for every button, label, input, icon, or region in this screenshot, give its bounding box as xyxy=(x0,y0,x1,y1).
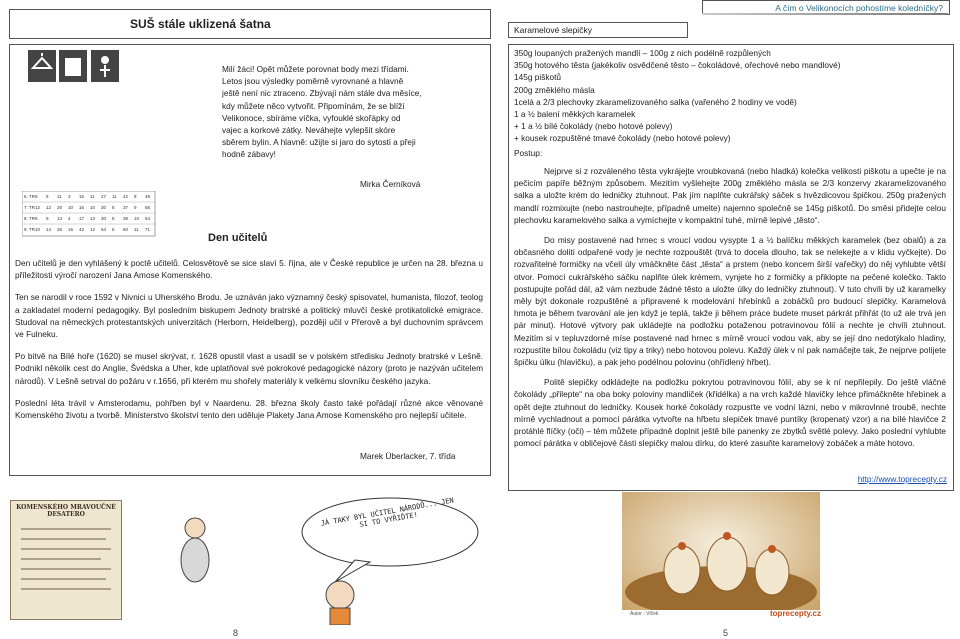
score-cell: 37 xyxy=(123,205,129,210)
score-cell: 3 xyxy=(68,194,71,199)
score-cell: 10 xyxy=(90,205,96,210)
score-cell: 27 xyxy=(101,194,107,199)
notice-line: vajec a korkové zátky. Neváhejte vylepšit skóre xyxy=(222,125,396,136)
score-cell: 54 xyxy=(101,227,107,232)
score-cell: 56 xyxy=(145,205,151,210)
notice-text xyxy=(222,63,482,161)
notice-line: ještě není nic ztraceno. Zbývají nám stále dva měsíce, xyxy=(222,88,422,99)
score-cell: 8 xyxy=(134,194,137,199)
score-cell: 16 xyxy=(79,194,85,199)
method-paragraph: Do misy postavené nad hrnec s vroucí vodou vysypte 1 a ½ balíčku měkkých karamelek (bez obalů) a za občasného dolití odpařené vody je nechte rozpouštět (trvá to docela dlouho, tak se nelekejte a v klidu vyčkejte). Do rozvařitelné formičky na včelí úly vmáčkněte část „těsta“ a prstem (nebo koncem širší vařečky) do něj vyhlubte větší otvor. Pomocí cukrářského sáčku naplňte úlek krémem, vynjete ho z formičky a přiklopte na pečené kolečko. Takto postupujte pořád dál, až vám nezbude žádné těsto a uložte úlky do ledničky ztuhnout). V tuto chvíli by už karamelky měly být dokonale rozpuštěné a připravené k modelování hřebínků a zobáčků pro budoucí slepičky. Karamelová hmota je během tvarování ale jen když je teplá, takže ji během práce budete muset párkrát přihřát (to už ale trvá jen pár minut). Hotové výtvory pak ukládejte na podložku potaženou potravinovou fólií a nechte je chvíli ztuhnout. Mezitím si v tepluvzdorné míse postavené nad hrnec s mírně vroucí vodou vak, aby se její dno nedotýkalo hladiny, rozpustíte bílou čokoládu (viz tipy a triky) nebo hotovou polevu. Každý úlek v ní pak namáčejte tak, že nejprve políjete špičku úlku (hlavičku), a pak jeho podélnou polovinu (ohřídlený hřbet). xyxy=(514,235,946,368)
score-cell: 60 xyxy=(123,227,129,232)
photo-brand: toprecepty.cz xyxy=(770,609,821,618)
score-cell: 8 xyxy=(112,216,115,221)
score-cell: 11 xyxy=(134,227,139,232)
article-title: Den učitelů xyxy=(208,232,268,244)
notice-line: sběrem bylin. A hlavně: užijte si jaro do sytosti a přeji xyxy=(222,137,416,148)
chicks-photo xyxy=(622,492,820,622)
wardrobe-icons xyxy=(13,48,153,138)
right-page-number: 5 xyxy=(723,628,729,638)
ingredient: 145g piškotů xyxy=(514,72,562,83)
ingredient: 1 a ½ balení měkkých karamelek xyxy=(514,109,636,120)
ingredient: 200g změklého másla xyxy=(514,84,595,95)
score-cell: 9. TR xyxy=(24,227,35,232)
left-content-box xyxy=(9,44,491,476)
comenius-figure xyxy=(181,538,209,582)
ingredient: + 1 a ½ bílé čokolády (nebo hotové polevy) xyxy=(514,121,673,132)
score-cell: 42 xyxy=(123,194,129,199)
photo-credit: Autor : Vlček xyxy=(630,611,659,617)
score-cell: 17 xyxy=(79,216,85,221)
score-cell: 6 xyxy=(112,227,115,232)
score-cell: 6 xyxy=(46,194,49,199)
article-signature: Marek Überlacker, 7. třída xyxy=(360,451,456,461)
method-label: Postup: xyxy=(514,148,543,158)
score-cell: 11 xyxy=(57,194,62,199)
score-cell: 12 xyxy=(90,227,96,232)
score-cell: 54 xyxy=(145,216,151,221)
recipe-content-box xyxy=(508,44,954,491)
method-paragraph: Nejprve si z rozváleného těsta vykrájejte vroubkovaná (nebo hladká) kolečka velikosti piškotu a upečte je na pečicím papíře běžným způsobem. Mezitím vyšlehejte 200g změklého másla se 2/3 konzervy zkaramelizovaného salka a uložte krém do ledničky ztuhnout. Pak jím naplňte cukrářský sáček s hvězdicovou špičkou. 250g pražených mandlí rozmixujte (nebo nastrouhejte, případně umelte) najemno společně se 145g piškotů. Do směsi přidejte celou plechovku karamelového salka a vymíchejte v kompaktní tuhé, mírně lepivé „těsto“. xyxy=(514,166,946,225)
score-cell: 16 xyxy=(79,205,85,210)
score-cell: 10 xyxy=(68,205,74,210)
score-table xyxy=(22,191,154,235)
method-text xyxy=(514,165,946,449)
article-paragraph: Ten se narodil v roce 1592 v Nivnici u Uherského Brodu. Je uznáván jako významný český spisovatel, humanista, filozof, teolog a zakladatel moderní pedagogiky. Byl posledním biskupem Jednoty bratrské a politický mluvčí české protikatolické emigrace. Studoval na německých protestantských univerzitách (Herborn, Heidelberg), později učil v Přerově a byl duchovním správcem ve Fulneku. xyxy=(15,292,483,340)
score-cell: 13 xyxy=(90,216,96,221)
notice-line: Milí žáci! Opět můžete porovnat body mezi třídami. xyxy=(222,64,409,74)
left-title-box xyxy=(9,9,491,39)
score-cell: 26 xyxy=(57,227,63,232)
score-cell: 30 xyxy=(101,205,107,210)
score-cell: 8. TR xyxy=(24,216,35,221)
article-body xyxy=(15,257,483,421)
score-cell: 6. TR xyxy=(24,194,35,199)
score-cell: 49 xyxy=(145,194,151,199)
notice-line: hodně zábavy! xyxy=(222,149,276,160)
article-paragraph: Den učitelů je den vyhlášený k poctě učitelů. Celosvětově se sice slaví 5. října, ale v České republice je určen na 28. března u příležitosti výročí narození Jana Amose Komenského. xyxy=(15,258,483,281)
score-cell: 42 xyxy=(79,227,85,232)
banner-underline xyxy=(702,13,948,15)
score-cell: 8 xyxy=(112,205,115,210)
recipe-link[interactable]: http://www.toprecepty.cz xyxy=(857,474,947,484)
poster-lines xyxy=(11,521,121,611)
score-cell: 11 xyxy=(90,194,95,199)
notice-signature: Mirka Černíková xyxy=(360,179,421,189)
score-cell: 11 xyxy=(112,194,117,199)
score-cell: 9 xyxy=(35,194,38,199)
recipe-title: Karamelové slepičky xyxy=(514,25,592,35)
score-cell: 13 xyxy=(57,216,63,221)
score-cell: 14 xyxy=(46,227,52,232)
chick xyxy=(664,546,700,594)
ingredient: 350g hotového těsta (jakékoliv osvědčené těsto – čokoládové, ořechové nebo mandlové) xyxy=(514,60,841,71)
notice-line: kdy můžete něco vytvořit. Připomínám, že se blíží xyxy=(222,100,405,111)
ingredient: + kousek rozpuštěné tmavé čokolády (nebo hotové polevy) xyxy=(514,133,731,144)
score-cell: 71 xyxy=(145,227,151,232)
article-paragraph: Poslední léta trávil v Amsterodamu, pohřben byl v Naardenu. 28. března školy často také pořádají různé akce věnované Komenského životu a tvorbě. Ministerstvo školství tento den uděluje Plakety Jana Amose Komenského pro nejlepší učitele. xyxy=(15,397,483,421)
score-cell: 9 xyxy=(35,216,38,221)
speech-bubble-text: JÁ TAKY BYL UČITEL NÁRODŮ... JEN SI TO VYŘIĎTE! xyxy=(320,496,455,530)
score-cell: 12 xyxy=(35,205,41,210)
left-page-title: SUŠ stále uklizená šatna xyxy=(130,17,271,31)
article-paragraph: Po bitvě na Bílé hoře (1620) se musel skrývat, r. 1628 opustil vlast a usadil se v polském středisku Jednoty bratrské v Lešně. Podnikl několik cest do Anglie, Švédska a Uher, kde uplatňoval své pokrokové pedagogické názory (proto je nazýván učitelem národů). V Lešně setrval do požáru v r.1656, při kterém mu shořely materiály k velkému slovníku českého jazyka. xyxy=(15,351,483,386)
score-cell: 38 xyxy=(123,216,129,221)
banner-text: A čím o Velikonocích pohostíme koledníčky? xyxy=(775,3,943,13)
student-figure xyxy=(326,581,354,609)
left-page-number: 8 xyxy=(233,628,239,638)
method-paragraph: Politě slepičky odkládejte na podložku pokrytou potravinovou fólií, aby se k ní nepřilepily. Do ještě vláčné čokolády „přilepte“ na oba boky poloviny mandliček (křidélka) a na vrch každé hlavičky lehce přimáčkněte hřebínek a opět dejte ztuhnout do ledničky. Kousek horké čokolády rozpusťte ve vodní lázni, nebo v mikrovlnné troubě, nechte mírně vychladnout a pomocí párátka vytvořte na hřbetu slepiček tmavé puntíky (kropenatý vzor) a na bílé hlavičce 2 protáhlé flíčky (oči) – tém můžete případně doplnit ještě bíle panenky ze zbytků světlé polevy. Jako poslední vyhlubte pomocí párátka v obličejové části slepičky malou dírku, do které zasuňte karamelový zobáček a máte hotovo. xyxy=(514,377,946,449)
score-cell: 4 xyxy=(68,216,71,221)
score-cell: 12 xyxy=(46,205,52,210)
score-cell: 10 xyxy=(134,216,140,221)
comenius-poster xyxy=(10,500,122,620)
chick xyxy=(707,537,747,591)
recipe-title-box xyxy=(508,22,688,38)
chick xyxy=(755,549,789,595)
score-cell: 26 xyxy=(57,205,63,210)
score-cell: 30 xyxy=(101,216,107,221)
score-cell: 7. TR xyxy=(24,205,35,210)
notice-line: Letos jsou výsledky poměrně vyrovnané a hlavně xyxy=(222,76,404,87)
score-cell: 16 xyxy=(68,227,74,232)
score-cell: 9 xyxy=(46,216,49,221)
score-cell: 9 xyxy=(134,205,137,210)
ingredient: 1celá a 2/3 plechovky zkaramelizovaného salka (vařeného 2 hodiny ve vodě) xyxy=(514,96,797,107)
poster-caption: KOMENSKÉHO MRAVOUČNÉ DESATERO xyxy=(16,504,116,518)
ingredients-list xyxy=(514,47,946,145)
ingredient: 350g loupaných pražených mandlí – 100g z nich podélně rozpůlených xyxy=(514,48,771,58)
score-cell: 10 xyxy=(35,227,41,232)
notice-line: Velikonoce, sbíráme víčka, vyfouklé skořápky od xyxy=(222,112,401,123)
